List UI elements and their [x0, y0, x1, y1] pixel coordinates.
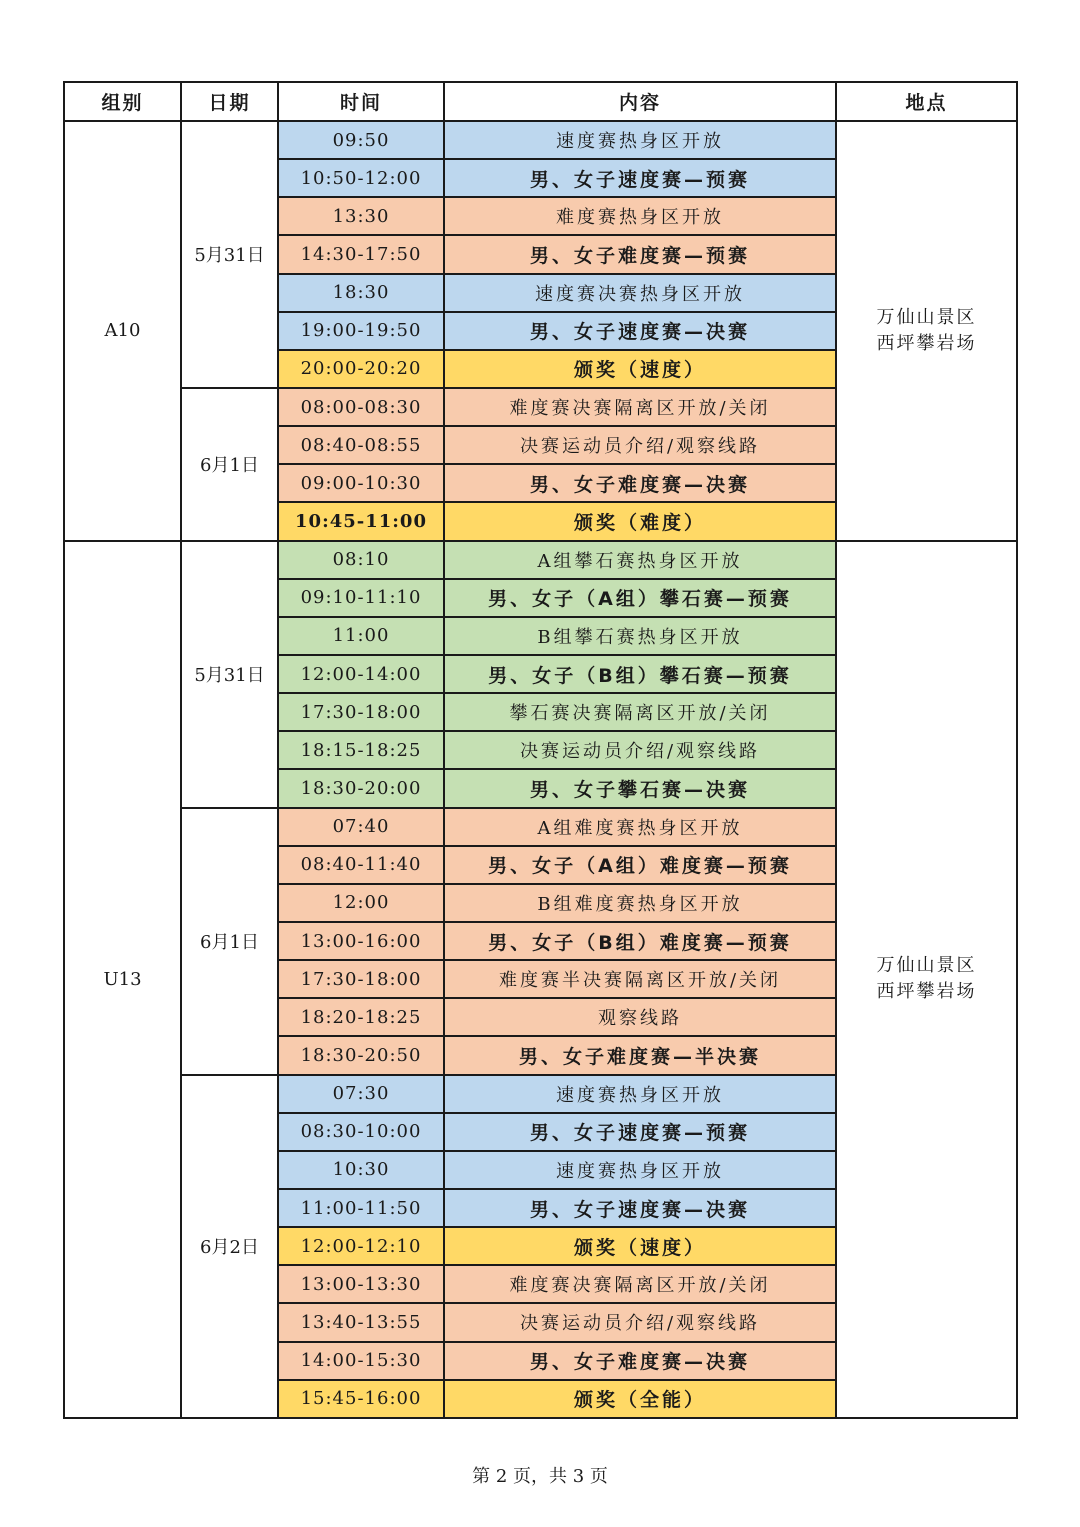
content-cell: 速度赛热身区开放: [444, 1075, 836, 1113]
schedule-row: [64, 541, 1017, 579]
content-cell: 男、女子攀石赛—决赛: [444, 769, 836, 807]
content-cell: 颁奖（难度）: [444, 502, 836, 540]
time-cell: 08:40-08:55: [278, 426, 444, 464]
time-cell: 15:45-16:00: [278, 1380, 444, 1418]
header-group: 组别: [64, 82, 181, 121]
content-cell: 决赛运动员介绍/观察线路: [444, 1303, 836, 1341]
page-footer: 第 2 页，共 3 页: [472, 1466, 608, 1487]
time-cell: 19:00-19:50: [278, 312, 444, 350]
content-cell: 男、女子速度赛—决赛: [444, 312, 836, 350]
date-cell: 6月2日: [181, 1075, 278, 1418]
schedule-table: [63, 81, 1018, 1419]
time-cell: 09:00-10:30: [278, 464, 444, 502]
location-line: 万仙山景区: [876, 955, 977, 977]
time-cell: 13:30: [278, 197, 444, 235]
time-cell: 09:50: [278, 121, 444, 159]
time-cell: 14:00-15:30: [278, 1342, 444, 1380]
content-cell: 男、女子速度赛—预赛: [444, 159, 836, 197]
content-cell: 男、女子（B组）攀石赛—预赛: [444, 655, 836, 693]
date-cell: 5月31日: [181, 541, 278, 808]
time-cell: 10:50-12:00: [278, 159, 444, 197]
time-cell: 13:00-16:00: [278, 922, 444, 960]
time-cell: 07:30: [278, 1075, 444, 1113]
content-cell: B组攀石赛热身区开放: [444, 617, 836, 655]
content-cell: 男、女子难度赛—预赛: [444, 235, 836, 273]
time-cell: 17:30-18:00: [278, 960, 444, 998]
content-cell: 男、女子（A组）攀石赛—预赛: [444, 579, 836, 617]
time-cell: 07:40: [278, 808, 444, 846]
content-cell: B组难度赛热身区开放: [444, 884, 836, 922]
header-row: [64, 82, 1017, 121]
time-cell: 13:00-13:30: [278, 1265, 444, 1303]
date-cell: 6月1日: [181, 808, 278, 1075]
content-cell: 男、女子难度赛—决赛: [444, 464, 836, 502]
content-cell: 难度赛决赛隔离区开放/关闭: [444, 1265, 836, 1303]
time-cell: 08:00-08:30: [278, 388, 444, 426]
location-cell: [836, 541, 1017, 1418]
content-cell: 男、女子难度赛—决赛: [444, 1342, 836, 1380]
content-cell: A组攀石赛热身区开放: [444, 541, 836, 579]
location-line: 万仙山景区: [876, 306, 977, 328]
time-cell: 09:10-11:10: [278, 579, 444, 617]
content-cell: 难度赛决赛隔离区开放/关闭: [444, 388, 836, 426]
time-cell: 10:30: [278, 1151, 444, 1189]
time-cell: 08:40-11:40: [278, 846, 444, 884]
content-cell: 男、女子速度赛—预赛: [444, 1113, 836, 1151]
time-cell: 18:20-18:25: [278, 998, 444, 1036]
date-cell: 5月31日: [181, 121, 278, 388]
content-cell: 观察线路: [444, 998, 836, 1036]
time-cell: 14:30-17:50: [278, 235, 444, 273]
time-cell: 18:30: [278, 274, 444, 312]
group-cell: U13: [64, 541, 181, 1418]
time-cell: 18:30-20:00: [278, 769, 444, 807]
time-cell: 11:00: [278, 617, 444, 655]
header-location: 地点: [836, 82, 1017, 121]
content-cell: 男、女子难度赛—半决赛: [444, 1036, 836, 1074]
schedule-body: [64, 121, 1017, 1418]
content-cell: 颁奖（速度）: [444, 1227, 836, 1265]
content-cell: 速度赛热身区开放: [444, 1151, 836, 1189]
time-cell: 17:30-18:00: [278, 693, 444, 731]
time-cell: 18:15-18:25: [278, 731, 444, 769]
time-cell: 18:30-20:50: [278, 1036, 444, 1074]
content-cell: 决赛运动员介绍/观察线路: [444, 731, 836, 769]
content-cell: 速度赛决赛热身区开放: [444, 274, 836, 312]
content-cell: A组难度赛热身区开放: [444, 808, 836, 846]
content-cell: 难度赛热身区开放: [444, 197, 836, 235]
time-cell: 13:40-13:55: [278, 1303, 444, 1341]
content-cell: 难度赛半决赛隔离区开放/关闭: [444, 960, 836, 998]
time-cell: 12:00-12:10: [278, 1227, 444, 1265]
header-content: 内容: [444, 82, 836, 121]
content-cell: 颁奖（全能）: [444, 1380, 836, 1418]
location-line: 西坪攀岩场: [876, 981, 977, 1003]
content-cell: 决赛运动员介绍/观察线路: [444, 426, 836, 464]
time-cell: 20:00-20:20: [278, 350, 444, 388]
time-cell: 10:45-11:00: [278, 502, 444, 540]
content-cell: 男、女子速度赛—决赛: [444, 1189, 836, 1227]
schedule-row: [64, 121, 1017, 159]
content-cell: 速度赛热身区开放: [444, 121, 836, 159]
location-line: 西坪攀岩场: [876, 332, 977, 354]
header-time: 时间: [278, 82, 444, 121]
header-date: 日期: [181, 82, 278, 121]
content-cell: 男、女子（B组）难度赛—预赛: [444, 922, 836, 960]
content-cell: 攀石赛决赛隔离区开放/关闭: [444, 693, 836, 731]
date-cell: 6月1日: [181, 388, 278, 541]
content-cell: 颁奖（速度）: [444, 350, 836, 388]
time-cell: 11:00-11:50: [278, 1189, 444, 1227]
location-cell: [836, 121, 1017, 541]
time-cell: 12:00-14:00: [278, 655, 444, 693]
time-cell: 08:10: [278, 541, 444, 579]
content-cell: 男、女子（A组）难度赛—预赛: [444, 846, 836, 884]
time-cell: 08:30-10:00: [278, 1113, 444, 1151]
group-cell: A10: [64, 121, 181, 541]
time-cell: 12:00: [278, 884, 444, 922]
